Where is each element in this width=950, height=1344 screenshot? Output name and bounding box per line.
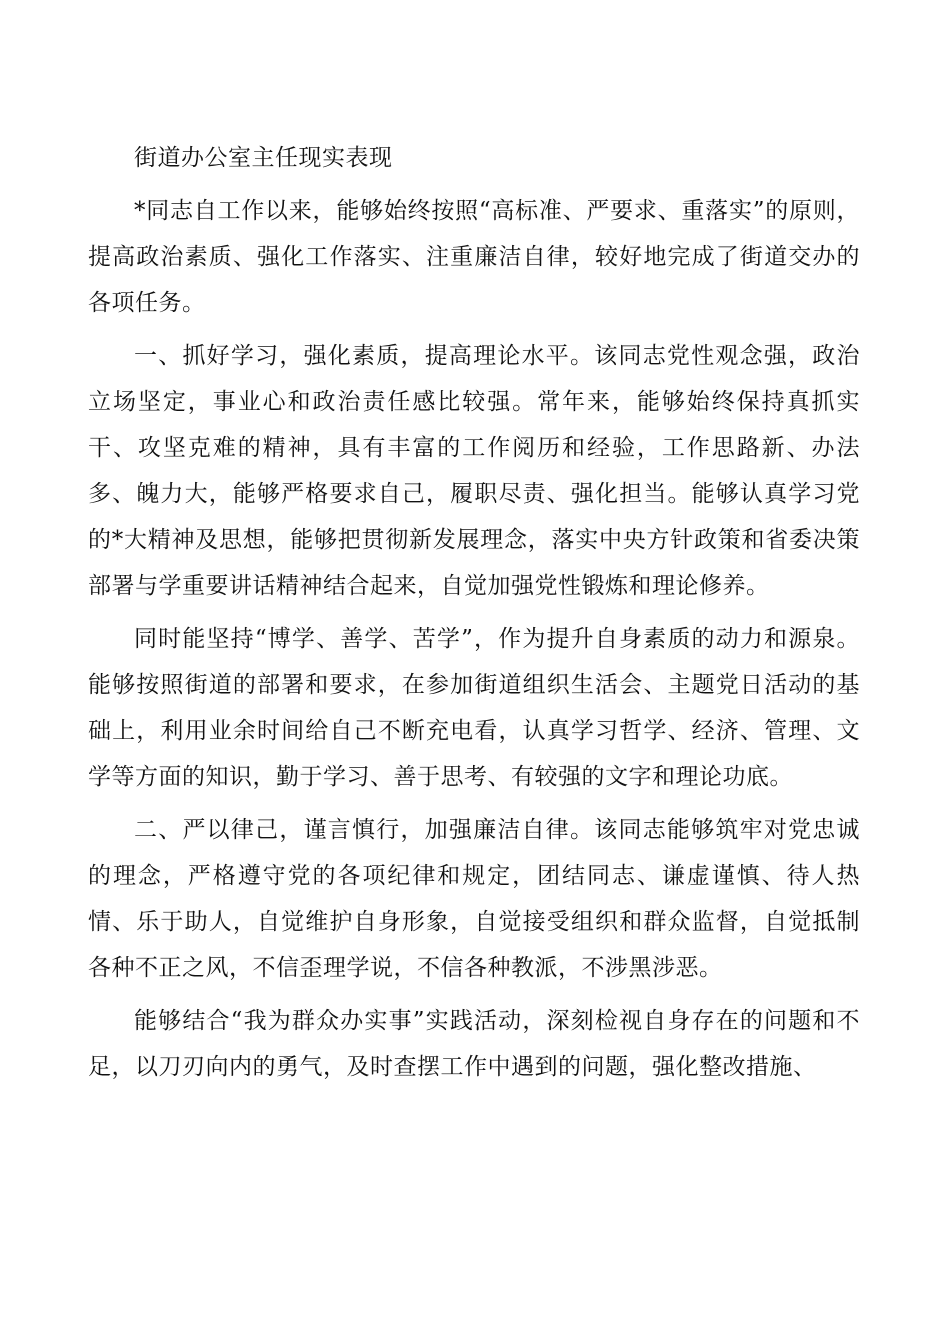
document-title: 街道办公室主任现实表现	[134, 145, 393, 171]
paragraph-intro: *同志自工作以来，能够始终按照“高标准、严要求、重落实”的原则，提高政治素质、强化工作落实、注重廉洁自律，较好地完成了街道交办的各项任务。	[88, 198, 860, 316]
paragraph-section-one: 一、抓好学习，强化素质，提高理论水平。该同志党性观念强，政治立场坚定，事业心和政治责任感比较强。常年来，能够始终保持真抓实干、攻坚克难的精神，具有丰富的工作阅历和经验，工作思路新、办法多、魄力大，能够严格要求自己，履职尽责、强化担当。能够认真学习党的*大精神及思想，能够把贯彻新发展理念，落实中央方针政策和省委决策部署与学重要讲话精神结合起来，自觉加强党性锻炼和理论修养。	[88, 343, 860, 599]
paragraph-section-two: 二、严以律己，谨言慎行，加强廉洁自律。该同志能够筑牢对党忠诚的理念，严格遵守党的各项纪律和规定，团结同志、谦虚谨慎、待人热情、乐于助人，自觉维护自身形象，自觉接受组织和群众监督，自觉抵制各种不正之风，不信歪理学说，不信各种教派，不涉黑涉恶。	[88, 817, 860, 981]
paragraph-practice: 能够结合“我为群众办实事”实践活动，深刻检视自身存在的问题和不足，以刀刃向内的勇气，及时查摆工作中遇到的问题，强化整改措施、	[88, 1008, 860, 1080]
paragraph-study: 同时能坚持“博学、善学、苦学”，作为提升自身素质的动力和源泉。能够按照街道的部署和要求，在参加街道组织生活会、主题党日活动的基础上，利用业余时间给自己不断充电看，认真学习哲学、经济、管理、文学等方面的知识，勤于学习、善于思考、有较强的文字和理论功底。	[88, 626, 860, 790]
document-page	[88, 135, 860, 1097]
